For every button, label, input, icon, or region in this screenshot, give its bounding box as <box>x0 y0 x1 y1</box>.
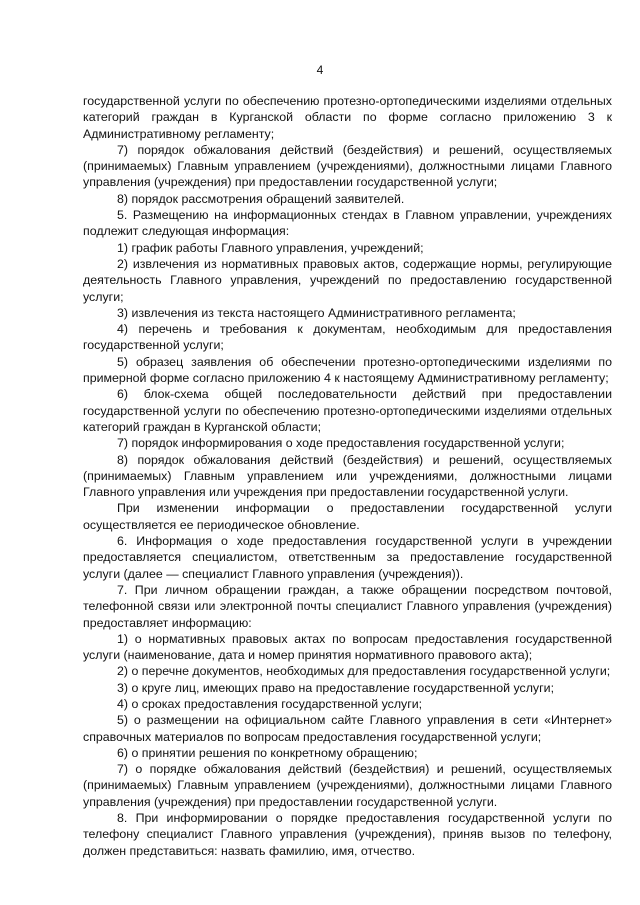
paragraph: 5) образец заявления об обеспечении протезно-ортопедическими изделиями по примерной форме согласно приложению 4 к настоящему Административному регламенту; <box>83 354 612 386</box>
paragraph: 7. При личном обращении граждан, а также обращении посредством почтовой, телефонной связи или электронной почты специалист Главного управления (учреждения) предоставляет информацию: <box>83 582 612 630</box>
paragraph: 7) порядок информирования о ходе предоставления государственной услуги; <box>117 436 565 451</box>
paragraph: 5. Размещению на информационных стендах в Главном управлении, учреждениях подлежит следующая информация: <box>83 208 612 239</box>
paragraph: 8) порядок рассмотрения обращений заявителей. <box>117 191 405 206</box>
paragraph: 6. Информация о ходе предоставления государственной услуги в учреждении предоставляется специалистом, ответственным за предоставление государственной услуги (далее — специалист Главного управления (учреждения)). <box>83 534 612 581</box>
paragraph: 5) о размещении на официальном сайте Главного управления в сети «Интернет» справочных материалов по вопросам предоставления государственной услуги; <box>83 713 612 744</box>
paragraph: 6) блок-схема общей последовательности действий при предоставлении государственной услуги по обеспечению протезно-ортопедическими изделиями отдельных категорий граждан в Курганской области; <box>83 387 612 434</box>
paragraph: 3) извлечения из текста настоящего Административного регламента; <box>117 305 516 320</box>
paragraph: 8) порядок обжалования действий (бездействия) и решений, осуществляемых (принимаемых) Главным управлением или учреждениями, должностными лицами Главного управления или учреждения при предоставлении государственной услуги. <box>83 452 612 500</box>
paragraph: 7) о порядке обжалования действий (бездействия) и решений, осуществляемых (принимаемых) Главным управлением (учреждениями), должностными лицами Главного управления (учреждения) при предоставлении государственной услуги. <box>83 762 612 809</box>
paragraph: 7) порядок обжалования действий (бездействия) и решений, осуществляемых (принимаемых) Главным управлением (учреждениями), должностными лицами Главного управления (учреждения) при предоставлении государственной услуги; <box>83 142 612 190</box>
paragraph: 4) перечень и требования к документам, необходимым для предоставления государственной услуги; <box>83 322 612 353</box>
paragraph: 6) о принятии решения по конкретному обращению; <box>117 745 418 760</box>
paragraph: 2) извлечения из нормативных правовых актов, содержащие нормы, регулирующие деятельность Главного управления, учреждений по предоставлению государственной услуги; <box>83 256 612 304</box>
paragraph: При изменении информации о предоставлении государственной услуги осуществляется ее периодическое обновление. <box>83 501 612 532</box>
paragraph: 1) график работы Главного управления, учреждений; <box>117 240 424 255</box>
paragraph: 8. При информировании о порядке предоставления государственной услуги по телефону специалист Главного управления (учреждения), приняв вызов по телефону, должен представиться: назвать фамилию, имя, отчество. <box>83 811 612 858</box>
paragraph: 1) о нормативных правовых актах по вопросам предоставления государственной услуги (наименование, дата и номер принятия нормативного правового акта); <box>83 631 612 663</box>
paragraph: 4) о сроках предоставления государственной услуги; <box>117 696 423 711</box>
paragraph: 3) о круге лиц, имеющих право на предоставление государственной услуги; <box>117 680 555 695</box>
paragraph: 2) о перечне документов, необходимых для предоставления государственной услуги; <box>117 664 611 679</box>
document-body <box>83 93 612 859</box>
paragraph: государственной услуги по обеспечению протезно-ортопедическими изделиями отдельных категорий граждан в Курганской области по форме согласно приложению 3 к Административному регламенту; <box>83 94 612 141</box>
page-number: 4 <box>316 63 324 77</box>
